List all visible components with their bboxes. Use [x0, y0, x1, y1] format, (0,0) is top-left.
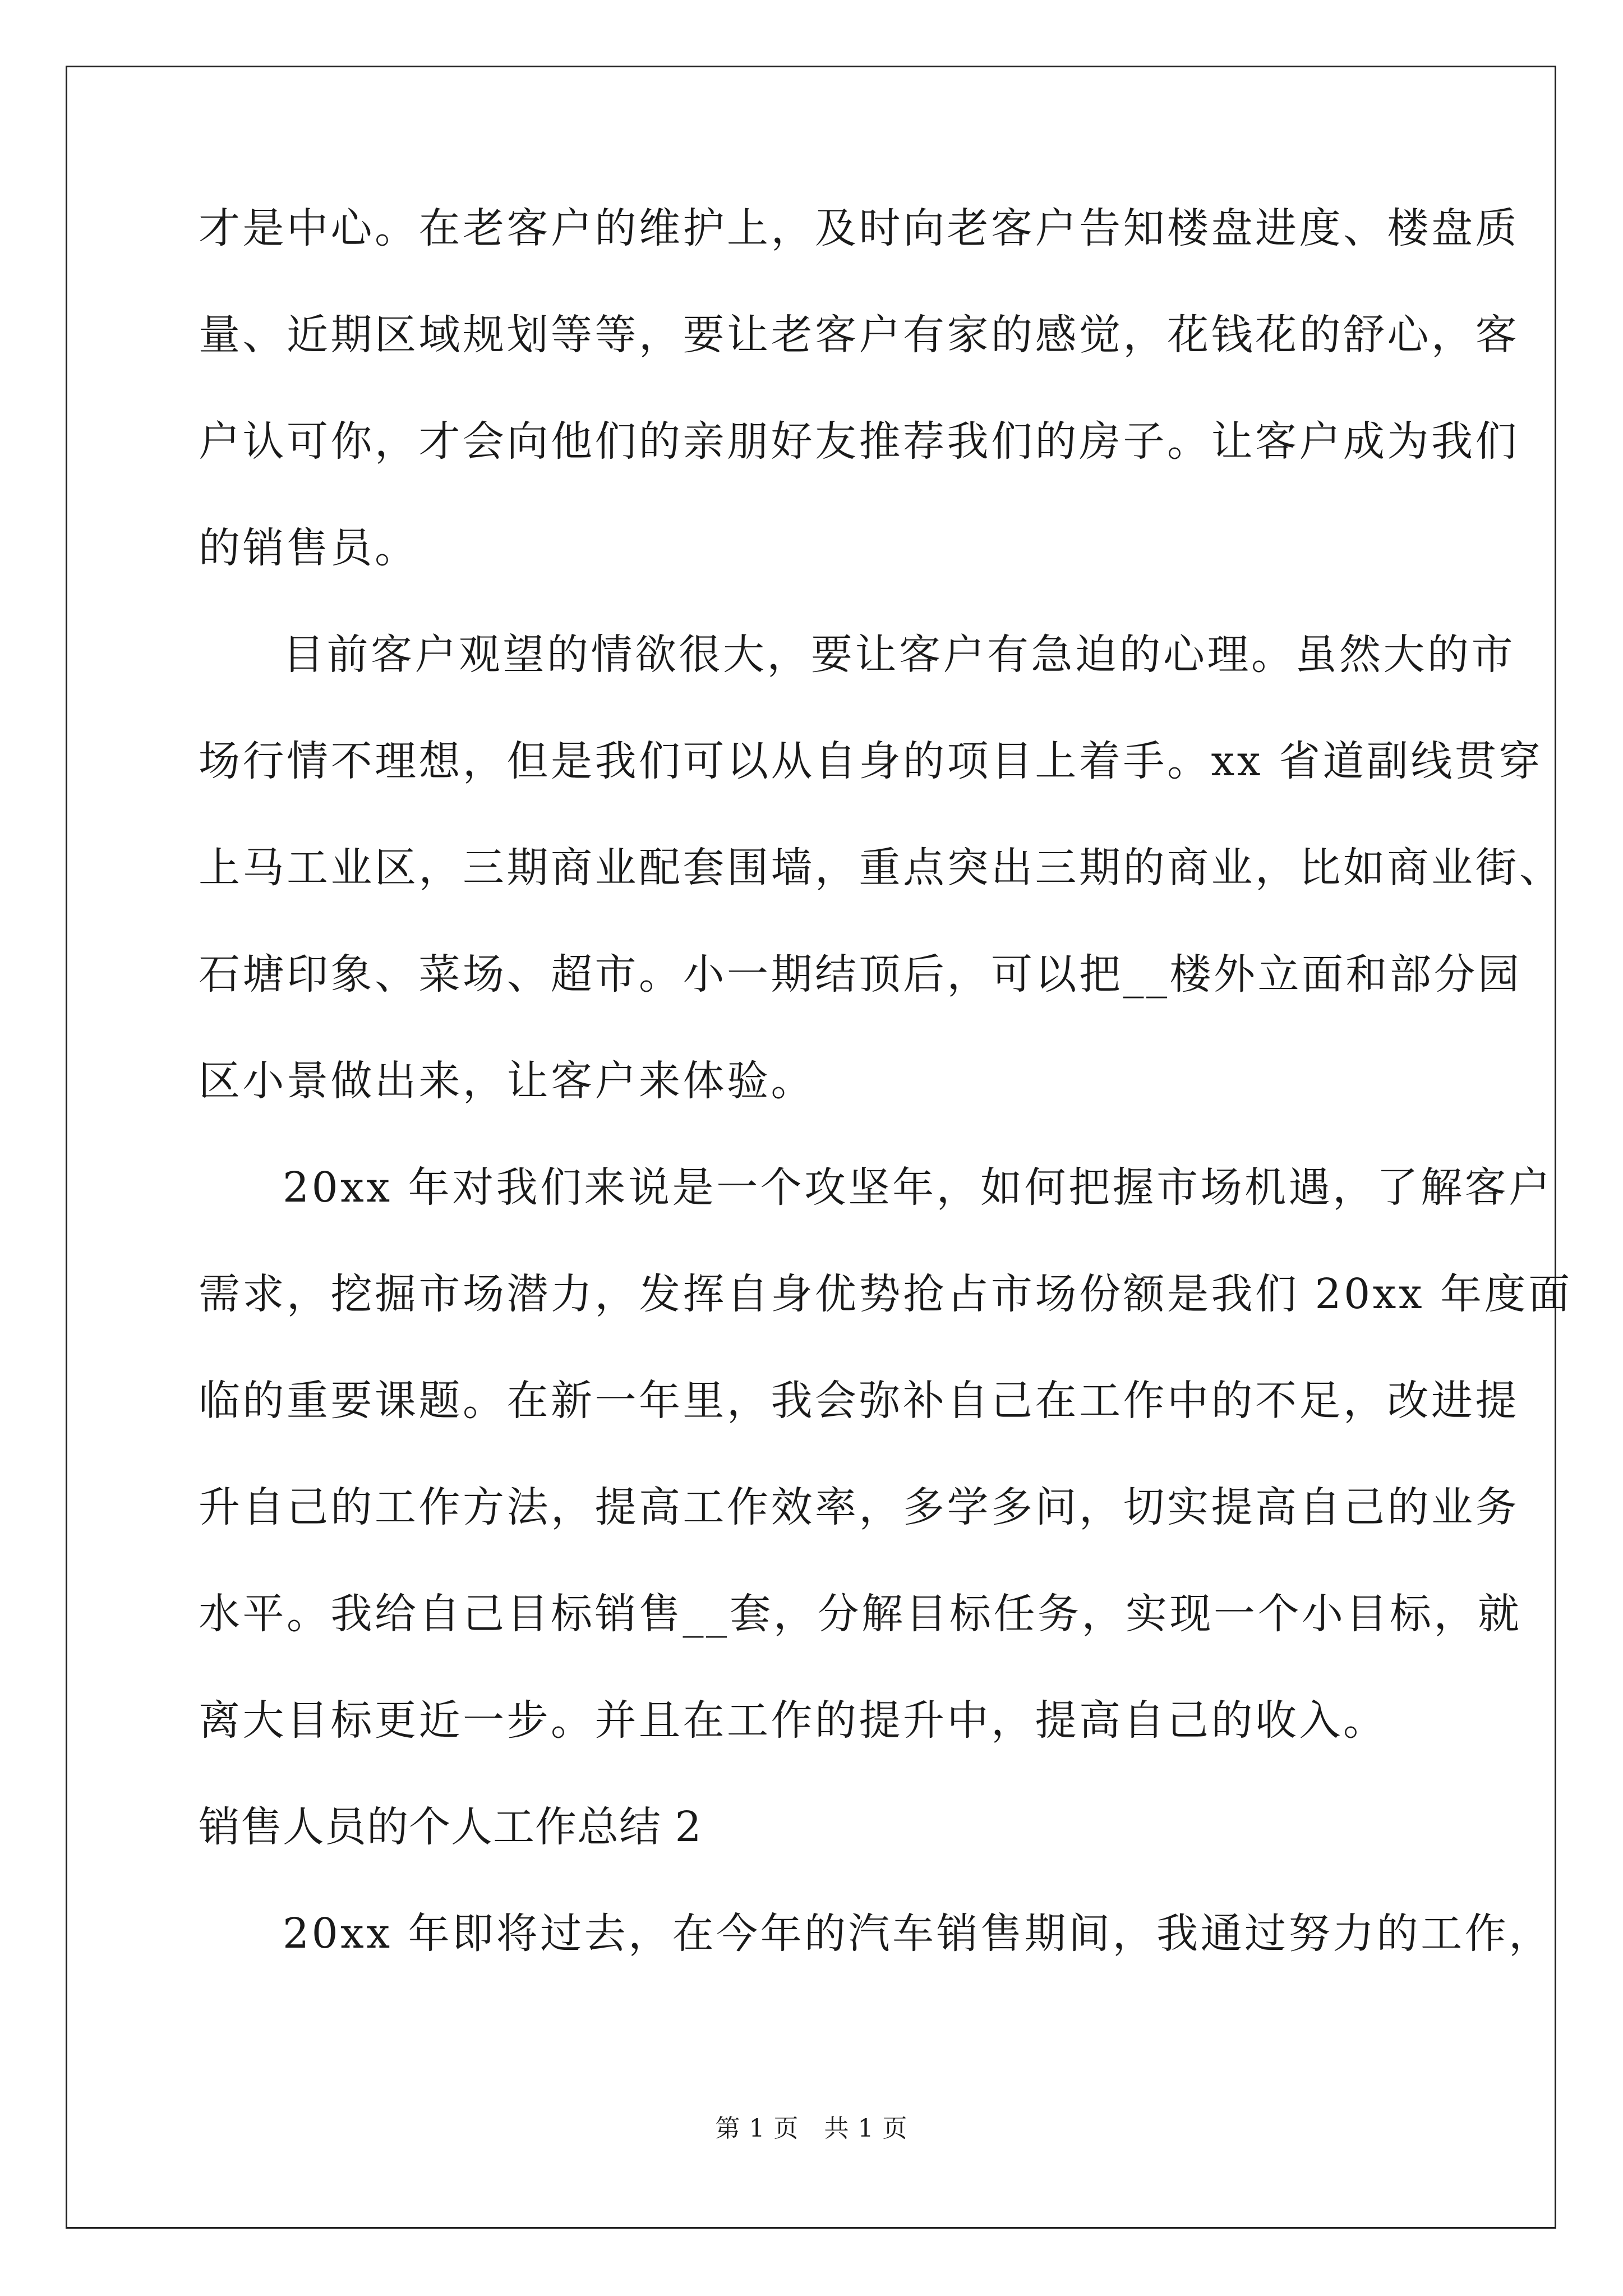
text-line: 需求，挖掘市场潜力，发挥自身优势抢占市场份额是我们 20xx 年度面: [199, 1270, 1573, 1318]
page-border: [66, 66, 1556, 2229]
text-line: 临的重要课题。在新一年里，我会弥补自己在工作中的不足，改进提: [199, 1377, 1519, 1425]
text-line: 户认可你，才会向他们的亲朋好友推荐我们的房子。让客户成为我们: [199, 417, 1519, 466]
text-line: 水平。我给自己目标销售__套，分解目标任务，实现一个小目标，就: [199, 1590, 1522, 1638]
text-line: 升自己的工作方法，提高工作效率，多学多问，切实提高自己的业务: [199, 1483, 1519, 1531]
page-footer: 第 1 页 共 1 页: [715, 2114, 908, 2143]
text-line: 石塘印象、菜场、超市。小一期结顶后，可以把__楼外立面和部分园: [199, 950, 1522, 999]
text-line: 上马工业区，三期商业配套围墙，重点突出三期的商业，比如商业街、: [199, 844, 1564, 892]
section-heading: 销售人员的个人工作总结 2: [199, 1803, 702, 1851]
text-line: 离大目标更近一步。并且在工作的提升中，提高自己的收入。: [199, 1696, 1387, 1745]
text-line: 场行情不理想，但是我们可以从自身的项目上着手。xx 省道副线贯穿: [199, 737, 1543, 785]
paragraph-start-line: 20xx 年即将过去，在今年的汽车销售期间，我通过努力的工作，: [283, 1910, 1553, 1958]
paragraph-start-line: 目前客户观望的情欲很大，要让客户有急迫的心理。虽然大的市: [283, 631, 1515, 679]
text-line: 才是中心。在老客户的维护上，及时向老客户告知楼盘进度、楼盘质: [199, 204, 1519, 252]
paragraph-start-line: 20xx 年对我们来说是一个攻坚年，如何把握市场机遇，了解客户: [283, 1163, 1553, 1212]
text-line: 区小景做出来，让客户来体验。: [199, 1057, 815, 1105]
text-line: 的销售员。: [199, 524, 419, 572]
text-line: 量、近期区域规划等等，要让老客户有家的感觉，花钱花的舒心，客: [199, 311, 1519, 359]
